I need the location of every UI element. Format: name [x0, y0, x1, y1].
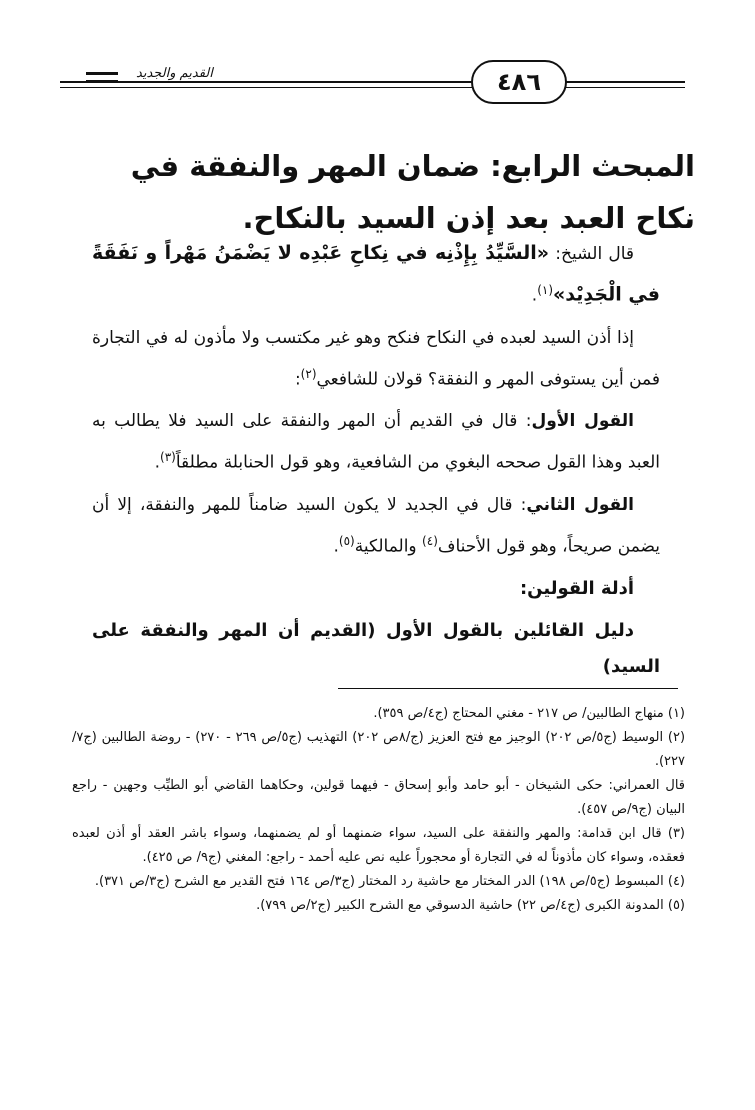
footnote-2-note: قال العمراني: حكى الشيخان - أبو حامد وأبو إسحاق - فيهما قولين، وحكاهما القاضي أبو الطيِّب وجهين - راجع البيان (ج٩/ص ٤٥٧). [72, 778, 685, 817]
intro-end: . [531, 285, 538, 306]
footnote-ref-3: (٣) [160, 450, 176, 465]
main-text [92, 235, 660, 691]
first-opinion [92, 403, 660, 481]
paragraph-1-text: إذا أذن السيد لعبده في النكاح فنكح وهو غير مكتسب ولا مأذون له في التجارة فمن أين يستوفى المهر و النفقة؟ قولان للشافعي [92, 327, 660, 390]
header-rule-thin [60, 87, 685, 88]
footnote-4: (٤) المبسوط (ج٥/ص ١٩٨) الدر المختار مع حاشية رد المختار (ج٣/ص ١٦٤ فتح القدير مع الشرح (ج٣/ص ٣٧١). [94, 874, 685, 889]
footnote-1: (١) منهاج الطالبين/ ص ٢١٧ - مغني المحتاج (ج٤/ص ٣٥٩). [373, 706, 685, 721]
section-title: المبحث الرابع: ضمان المهر والنفقة في نكاح العبد بعد إذن السيد بالنكاح. [130, 149, 695, 235]
footnote-2: (٢) الوسيط (ج٥/ص ٢٠٢) الوجيز مع فتح العزيز (ج/٨ص ٢٠٢) التهذيب (ج٥/ص ٢٦٩ - ٢٧٠) - روضة الطالبين (ج٧/ ٢٢٧). [72, 730, 686, 769]
evidence-subheading: دليل القائلين بالقول الأول (القديم أن المهر والنفقة على السيد) [92, 619, 660, 677]
first-opinion-end: . [154, 452, 160, 473]
footnote-ref-4: (٤) [422, 533, 438, 548]
second-opinion-text: : قال في الجديد لا يكون السيد ضامناً للمهر والنفقة، إلا أن يضمن صريحاً، وهو قول الأحناف [92, 494, 660, 557]
running-title: القديم والجديد [130, 66, 219, 81]
footnote-ref-1: (١) [537, 283, 554, 297]
footnote-5: (٥) المدونة الكبرى (ج٤/ص ٢٢) حاشية الدسوقي مع الشرح الكبير (ج٢/ص ٧٩٩). [256, 898, 685, 913]
footnote-rule [338, 688, 678, 689]
paragraph-1 [92, 320, 660, 398]
footnotes [72, 702, 685, 918]
footnote-3: (٣) قال ابن قدامة: والمهر والنفقة على السيد، سواء ضمنهما أو لم يضمنهما، وسواء باشر العقد أو أذن لعبده فعقده، وسواء كان مأذوناً له في التجارة أو محجوراً عليه نص عليه أحمد - راجع: المغني (ج٩/ ص ٤٢٥). [72, 826, 685, 865]
paragraph-1-end: : [294, 369, 301, 390]
footnote-ref-5: (٥) [338, 533, 355, 548]
intro-paragraph [92, 235, 660, 314]
intro-quote: «السَّيِّدُ بِإِذْنِه في نِكاحِ عَبْدِه لا يَضْمَنُ مَهْراً و نَفَقَةً في الْجَدِيْد» [92, 242, 660, 306]
page-number: ٤٨٦ [471, 60, 567, 104]
first-opinion-label: القول الأول [531, 411, 634, 432]
second-opinion-mid: والمالكية [354, 536, 423, 557]
page-header [60, 52, 685, 108]
first-opinion-text: : قال في القديم أن المهر والنفقة على السيد فلا يطالب به العبد وهذا القول صححه البغوي من الشافعية، وهو قول الحنابلة مطلقاً [92, 411, 660, 473]
evidence-heading: أدلة القولين: [519, 577, 634, 599]
second-opinion [92, 487, 660, 565]
second-opinion-end: . [333, 536, 339, 557]
intro-label: قال الشيخ: [555, 244, 635, 264]
second-opinion-label: القول الثاني [526, 494, 634, 515]
decorative-bars-icon [86, 72, 118, 90]
footnote-ref-2: (٢) [300, 366, 317, 381]
header-rule [60, 81, 685, 83]
